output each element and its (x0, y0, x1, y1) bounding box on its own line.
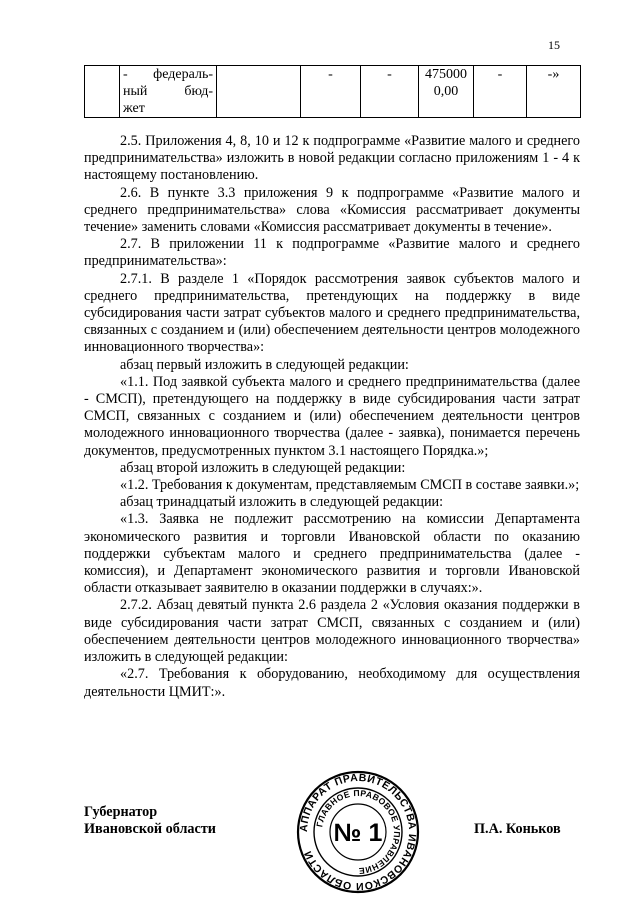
svg-text:АППАРАТ ПРАВИТЕЛЬСТВА ИВАНОВСК: АППАРАТ ПРАВИТЕЛЬСТВА ИВАНОВСКОЙ ОБЛАСТИ (297, 771, 419, 893)
paragraph: 2.5. Приложения 4, 8, 10 и 12 к подпрограмме «Развитие малого и среднего предпринимательства» изложить в новой редакции согласно приложениям 1 - 4 к настоящему постановлению. (84, 133, 580, 184)
paragraph: «1.3. Заявка не подлежит рассмотрению на комиссии Департамента экономического развития и торговли Ивановской области по оказанию поддержки субъектам малого и среднего предпринимательства (далее - комиссия), и Департамент экономического развития и торговли Ивановской области отказывает заявителю в оказании поддержки в случаях:». (84, 511, 580, 597)
signature-title-line: Губернатор (84, 804, 158, 820)
paragraph: «2.7. Требования к оборудованию, необходимому для осуществления деятельности ЦМИТ:». (84, 666, 580, 700)
table-cell-empty (217, 66, 301, 118)
paragraph: абзац первый изложить в следующей редакции: (120, 356, 409, 373)
budget-source-line: ный бюд- (123, 84, 213, 99)
paragraph: «1.2. Требования к документам, представляемым СМСП в составе заявки.»; (120, 477, 580, 494)
svg-text:ГЛАВНОЕ ПРАВОВОЕ УПРАВЛЕНИЕ: ГЛАВНОЕ ПРАВОВОЕ УПРАВЛЕНИЕ (314, 787, 403, 877)
table-cell-value: -» (527, 66, 581, 118)
page-number: 15 (548, 38, 560, 52)
signature-title-line: Ивановской области (84, 821, 216, 838)
paragraph: абзац второй изложить в следующей редакции: (120, 459, 406, 476)
table-cell-value: - (361, 66, 419, 118)
paragraph: 2.7. В приложении 11 к подпрограмме «Развитие малого и среднего предпринимательства»: (84, 236, 580, 270)
document-body (84, 133, 580, 701)
paragraph: 2.7.1. В разделе 1 «Порядок рассмотрения заявок субъектов малого и среднего предпринимательства, претендующих на поддержку в виде субсидирования части затрат субъектов малого и среднего предпринимательства, связанных с созданием и (или) обеспечением деятельности центров молодежного инновационного творчества»: (84, 270, 580, 356)
budget-source-line: - федераль- (123, 67, 213, 82)
budget-table (84, 65, 581, 118)
table-row (85, 66, 581, 118)
paragraph: 2.7.2. Абзац девятый пункта 2.6 раздела 2 «Условия оказания поддержки в виде субсидирования части затрат СМСП, связанных с созданием и (или) обеспечением деятельности центров молодежного инновационного творчества» изложить в следующей редакции: (84, 597, 580, 666)
svg-text:№ 1: № 1 (333, 819, 383, 847)
table-cell-value: - (301, 66, 361, 118)
signature-title (84, 804, 216, 838)
table-cell-amount: 475000 0,00 (419, 66, 474, 118)
table-cell-empty (85, 66, 120, 118)
paragraph: «1.1. Под заявкой субъекта малого и среднего предпринимательства (далее - СМСП), претендующего на поддержку в виде субсидирования части затрат СМСП, связанных с созданием и (или) обеспечением деятельности центров молодежного инновационного творчества (далее - заявка), понимается перечень документов, предусмотренных пунктом 3.1 настоящего Порядка.»; (84, 373, 580, 459)
paragraph: 2.6. В пункте 3.3 приложения 9 к подпрограмме «Развитие малого и среднего предпринимательства» слова «Комиссия рассматривает документы течение» заменить словами «Комиссия рассматривает документы в течение». (84, 184, 580, 236)
table-cell-budget-source (120, 66, 217, 118)
table-cell-value: - (474, 66, 527, 118)
signatory-name: П.А. Коньков (474, 821, 561, 837)
paragraph: абзац тринадцатый изложить в следующей редакции: (120, 494, 444, 511)
official-seal (296, 770, 420, 894)
budget-source-line: жет (123, 101, 145, 116)
